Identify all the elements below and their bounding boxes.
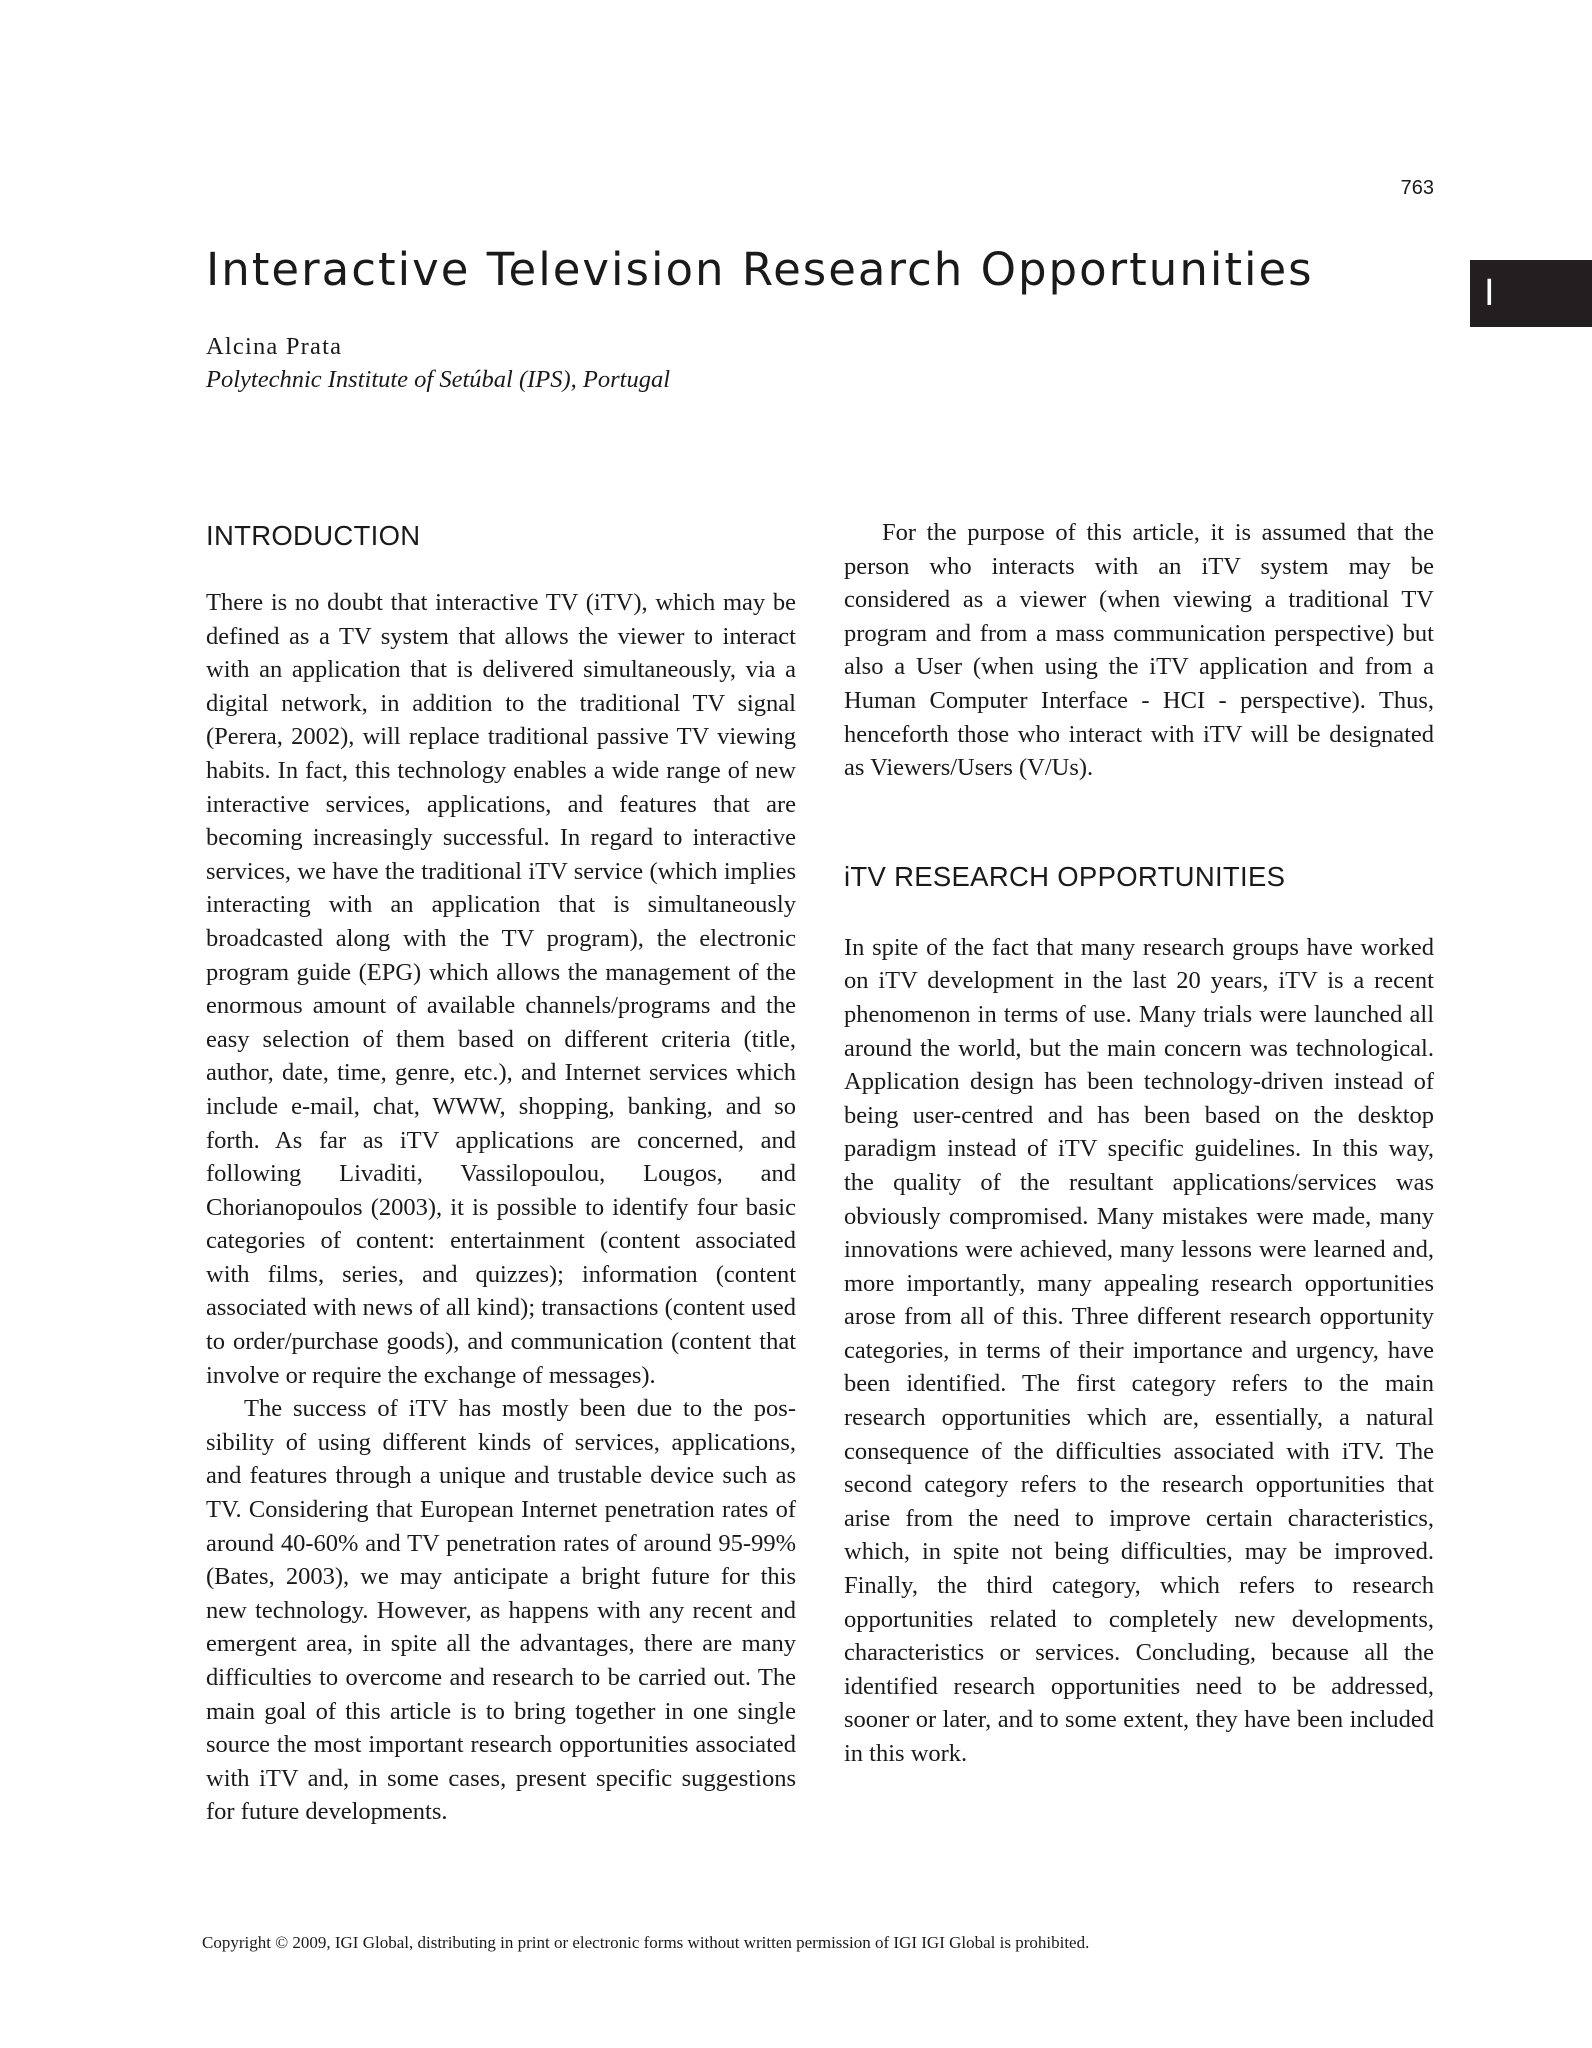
section-tab: I	[1470, 260, 1592, 327]
author-name: Alcina Prata	[206, 333, 343, 360]
intro-paragraph: For the purpose of this article, it is assumed that the person who interacts with an iTV system may be considered as a viewer (when viewing a traditional TV program and from a mass communication perspective) but also a User (when using the iTV application and from a Human Computer Interface - HCI - perspective). Thus, henceforth those who interact with iTV will be designated as Viewers/Users (V/Us).	[844, 519, 1434, 782]
intro-paragraph: There is no doubt that interactive TV (iTV), which may be defined as a TV system that allows the viewer to interact with an application that is delivered simultaneously, via a digital network, in addition to the traditional TV signal (Perera, 2002), will replace traditional passive TV viewing habits. In fact, this technology enables a wide range of new interactive services, applications, and features that are becoming increasingly successful. In regard to interactive services, we have the traditional iTV service (which implies interacting with an application that is simultaneously broadcasted along with the TV program), the electronic program guide (EPG) which allows the management of the enormous amount of available channels/programs and the easy selection of them based on different criteria (title, author, date, time, genre, etc.), and Internet services which include e-mail, chat, WWW, shopping, banking, and so forth. As far as iTV applications are concerned, and following Livaditi, Vassilopoulou, Lougos, and Chorianopoulos (2003), it is possible to identify four basic categories of content: entertainment (content associated with films, series, and quizzes); information (content associated with news of all kind); transactions (content used to order/purchase goods), and communication (content that involve or require the exchange of messages).	[206, 589, 796, 1389]
introduction-heading: INTRODUCTION	[206, 520, 421, 551]
research-heading: iTV RESEARCH OPPORTUNITIES	[844, 860, 1286, 892]
page-number: 763	[1400, 177, 1434, 199]
article-title: Interactive Television Research Opportunities	[206, 243, 1314, 296]
research-paragraph: In spite of the fact that many research groups have worked on iTV development in the last 20 years, iTV is a recent phenomenon in terms of use. Many trials were launched all around the world, but the main concern was technological. Application design has been technology-driven instead of being user-centred and has been based on the desktop paradigm instead of iTV specific guidelines. In this way, the quality of the resultant applications/services was obviously compromised. Many mistakes were made, many innovations were achieved, many lessons were learned and, more importantly, many appealing research opportunities arose from all of this. Three different research opportunity categories, in terms of their importance and urgency, have been identified. The first category refers to the main research opportunities which are, essentially, a natural consequence of the difficulties associated with iTV. The second category refers to the research opportunities that arise from the need to improve certain characteristics, which, in spite not being difficulties, may be improved. Finally, the third category, which refers to research opportunities related to completely new developments, characteristics or services. Concluding, because all the identified research opportunities need to be addressed, sooner or later, and to some extent, they have been included in this work.	[844, 933, 1434, 1767]
right-column	[844, 516, 1434, 1771]
left-column	[206, 516, 796, 1829]
copyright-notice: Copyright © 2009, IGI Global, distributing in print or electronic forms without written permission of IGI IGI Global is prohibited.	[202, 1933, 1090, 1952]
author-affiliation: Polytechnic Institute of Setúbal (IPS), Portugal	[206, 366, 671, 393]
intro-paragraph: The success of iTV has mostly been due to the possibility of using different kinds of services, applications, and features through a unique and trustable device such as TV. Considering that European Internet penetration rates of around 40-60% and TV penetration rates of around 95-99% (Bates, 2003), we may anticipate a bright future for this new technology. However, as happens with any recent and emergent area, in spite all the advantages, there are many difficulties to overcome and research to be carried out. The main goal of this article is to bring together in one single source the most important research opportunities associated with iTV and, in some cases, present specific suggestions for future developments.	[206, 1395, 796, 1826]
